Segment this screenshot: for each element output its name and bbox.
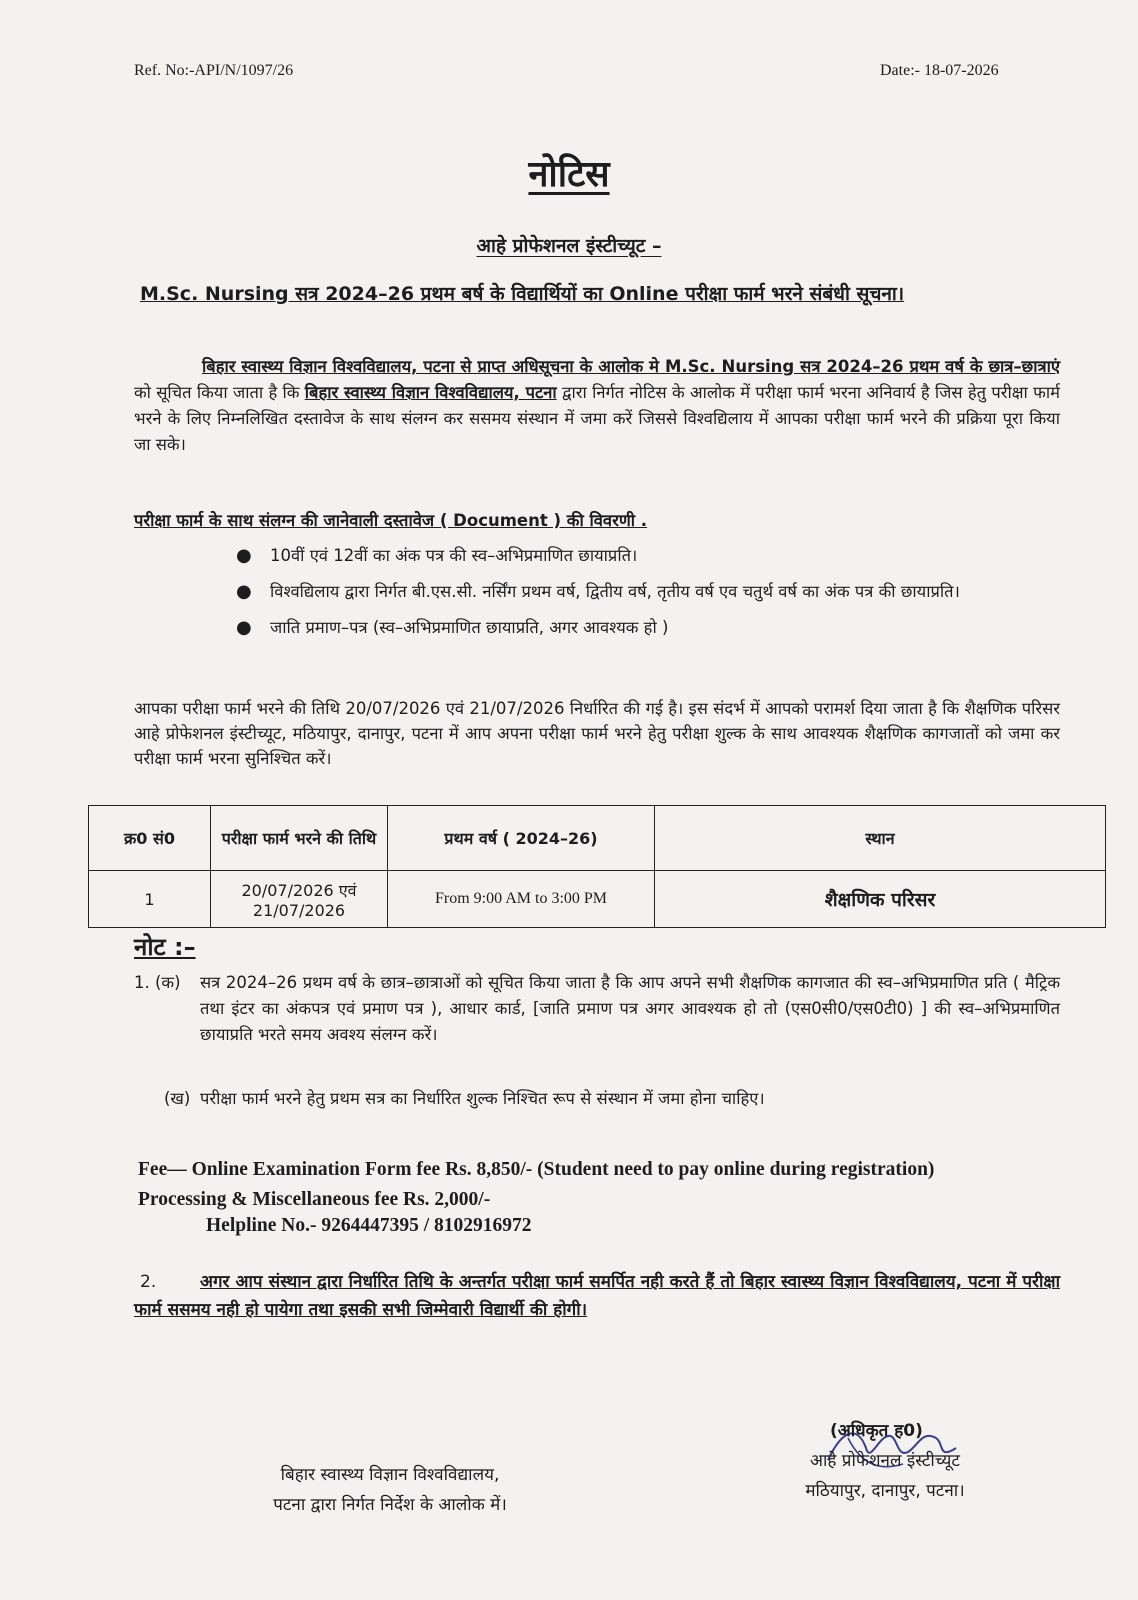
schedule-table <box>88 805 1106 928</box>
warning-text: अगर आप संस्थान द्वारा निर्धारित तिथि के अन्तर्गत परीक्षा फार्म समर्पित नही करते हैं तो बिहार स्वास्थ्य विज्ञान विश्वविद्यालय, पटना में परीक्षा फार्म ससमय नही हो पायेगा तथा इसकी सभी जिम्मेवारी विद्यार्थी की होगी। <box>134 1272 1060 1320</box>
fee-line-2: Processing & Miscellaneous fee Rs. 2,000/- <box>138 1189 491 1210</box>
notice-date: Date:- 18-07-2026 <box>880 62 999 79</box>
documents-heading: परीक्षा फार्म के साथ संलग्न की जानेवाली दस्तावेज ( Document ) की विवरणी . <box>134 511 648 530</box>
helpline-number: Helpline No.- 9264447395 / 8102916972 <box>206 1215 532 1236</box>
header-first-year: प्रथम वर्ष ( 2024–26) <box>388 806 655 871</box>
note-text: सत्र 2024–26 प्रथम वर्ष के छात्र–छात्राओं को सूचित किया जाता है कि आप अपने सभी शैक्षणिक कागजात की स्व–अभिप्रमाणित प्रति ( मैट्रिक तथा इंटर का अंकपत्र एवं प्रमाण पत्र ), आधार कार्ड, [जाति प्रमाण पत्र अगर आवश्यक हो तो (एस0सी0/एस0टी0) ] की स्व–अभिप्रमाणित छायाप्रति भरते समय अवश्य संलग्न करें। <box>200 973 1060 1044</box>
cell-serial: 1 <box>89 871 211 928</box>
cell-time: From 9:00 AM to 3:00 PM <box>388 871 655 928</box>
note-text: परीक्षा फार्म भरने हेतु प्रथम सत्र का निर्धारित शुल्क निश्चित रूप से संस्थान में जमा होना चाहिए। <box>200 1089 765 1108</box>
header-form-date: परीक्षा फार्म भरने की तिथि <box>211 806 388 871</box>
documents-list <box>236 542 1060 650</box>
intro-text-2: को सूचित किया जाता है कि <box>134 383 305 402</box>
note-label: 1. (क) <box>134 973 181 992</box>
notice-title <box>0 148 1138 197</box>
footer-right-signatory <box>760 1446 1010 1506</box>
document-item-text: 10वीं एवं 12वीं का अंक पत्र की स्व–अभिप्रमाणित छायाप्रति। <box>270 546 638 565</box>
footer-left-line-1: बिहार स्वास्थ्य विज्ञान विश्वविद्यालय, <box>280 1465 500 1485</box>
fee-line-1: Fee— Online Examination Form fee Rs. 8,850/- (Student need to pay online during registration) <box>138 1159 935 1180</box>
note-label: (ख) <box>164 1089 191 1108</box>
footer-right-line-1: आहे प्रोफेशनल इंस्टीच्यूट <box>809 1451 960 1471</box>
reference-number: Ref. No:-API/N/1097/26 <box>134 62 294 79</box>
document-item <box>236 542 1060 570</box>
warning-paragraph <box>134 1268 1060 1324</box>
intro-bold-1: बिहार स्वास्थ्य विज्ञान विश्वविद्यालय, पटना से प्राप्त अधिसूचना के आलोक मे M.Sc. Nursing सत्र 2024–26 प्रथम वर्ष के छात्र–छात्राएं <box>202 357 1060 376</box>
note-heading: नोट :– <box>134 933 196 961</box>
document-item-text: विश्वद्यिलाय द्वारा निर्गत बी.एस.सी. नर्सिंग प्रथम वर्ष, द्वितीय वर्ष, तृतीय वर्ष एव चतुर्थ वर्ष का अंक पत्र की छायाप्रति। <box>270 582 960 601</box>
note-item-1 <box>134 970 1060 1048</box>
institute-line <box>0 232 1138 258</box>
bullet-icon: ● <box>236 581 252 602</box>
cell-form-date: 20/07/2026 एवं 21/07/2026 <box>211 871 388 928</box>
signatory-label: (अधिकृत ह0) <box>830 1421 923 1441</box>
bullet-icon: ● <box>236 617 252 638</box>
schedule-paragraph: आपका परीक्षा फार्म भरने की तिथि 20/07/2026 एवं 21/07/2026 निर्धारित की गई है। इस संदर्भ में आपको परामर्श दिया जाता है कि शैक्षणिक परिसर आहे प्रोफेशनल इंस्टीच्यूट, मठियापुर, दानापुर, पटना में आप अपना परीक्षा फार्म भरने हेतु परीक्षा शुल्क के साथ आवश्यक शैक्षणिक कागजातों को जमा कर परीक्षा फार्म भरना सुनिश्चित करें। <box>134 699 1060 768</box>
document-item <box>236 614 1060 642</box>
notice-subject: M.Sc. Nursing सत्र 2024–26 प्रथम बर्ष के विद्यार्थियों का Online परीक्षा फार्म भरने संबंधी सूचना। <box>140 283 905 305</box>
header-venue: स्थान <box>655 806 1106 871</box>
warning-number: 2. <box>140 1272 157 1292</box>
table-header-row <box>89 806 1106 871</box>
document-item-text: जाति प्रमाण–पत्र (स्व–अभिप्रमाणित छायाप्रति, अगर आवश्यक हो ) <box>270 618 669 637</box>
footer-right-line-2: मठियापुर, दानापुर, पटना। <box>805 1481 965 1501</box>
note-item-2 <box>134 1086 1060 1112</box>
intro-bold-3: बिहार स्वास्थ्य विज्ञान विश्वविद्यालय, पटना <box>304 383 557 402</box>
intro-text-4: द्वारा निर्गत नोटिस के आलोक में परीक्षा फार्म भरना अनिवार्य है जिस हेतु परीक्षा फार्म भरने के लिए निम्नलिखित दस्तावेज के साथ संलग्न कर ससमय संस्थान में जमा करें जिससे विश्वद्यिलाय में आपका परीक्षा फार्म भरने की प्रक्रिया पूरा किया जा सके। <box>134 383 1060 454</box>
table-row <box>89 871 1106 928</box>
footer-left-note <box>200 1460 580 1520</box>
intro-paragraph <box>134 354 1060 458</box>
bullet-icon: ● <box>236 545 252 566</box>
institute-line-text: आहे प्रोफेशनल इंस्टीच्यूट – <box>476 235 662 257</box>
footer-left-line-2: पटना द्वारा निर्गत निर्देश के आलोक में। <box>273 1495 507 1515</box>
fee-block <box>138 1155 934 1215</box>
header-serial: क्र0 सं0 <box>89 806 211 871</box>
notice-title-text: नोटिस <box>528 154 610 195</box>
cell-venue: शैक्षणिक परिसर <box>655 871 1106 928</box>
document-item <box>236 578 1060 606</box>
